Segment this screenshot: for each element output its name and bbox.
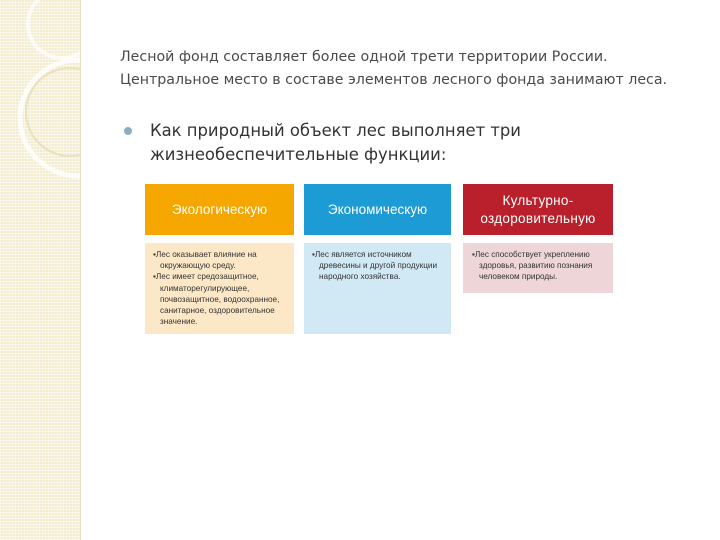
economic-title: Экономическую [327,201,428,217]
decorative-circles [0,0,80,540]
bullet-text [150,119,670,167]
ecological-header [145,184,294,235]
bullet-line-1: Как природный объект лес выполняет три [150,121,521,140]
cultural-header [463,184,613,235]
decorative-side-band [0,0,80,540]
economic-body [304,243,451,334]
economic-header [304,184,451,235]
cultural-body [463,243,613,293]
ecological-title: Экологическую [171,201,268,217]
side-band-edge [80,0,81,540]
list-item: ▪Лес способствует укреплению здоровья, развитию познания человеком природы. [472,250,593,282]
list-item: ▪Лес имеет средозащитное, климаторегулирующее, почвозащитное, водоохранное, санитарное, оздоровительное значение. [153,272,280,327]
intro-text [120,46,700,92]
ecological-body [145,243,294,334]
bullet-line-2: жизнеобеспечительные функции: [150,145,447,164]
list-item: ▪Лес является источником древесины и другой продукции народного хозяйства. [312,250,438,282]
cultural-title-line-2: оздоровительную [480,210,596,226]
list-item: ▪Лес оказывает влияние на окружающую среду. [153,250,257,271]
intro-line-2: Центральное место в составе элементов лесного фонда занимают леса. [120,72,668,88]
cultural-title-line-1: Культурно- [502,192,574,208]
intro-line-1: Лесной фонд составляет более одной трети территории России. [120,49,608,65]
bullet-dot-icon [124,127,132,135]
